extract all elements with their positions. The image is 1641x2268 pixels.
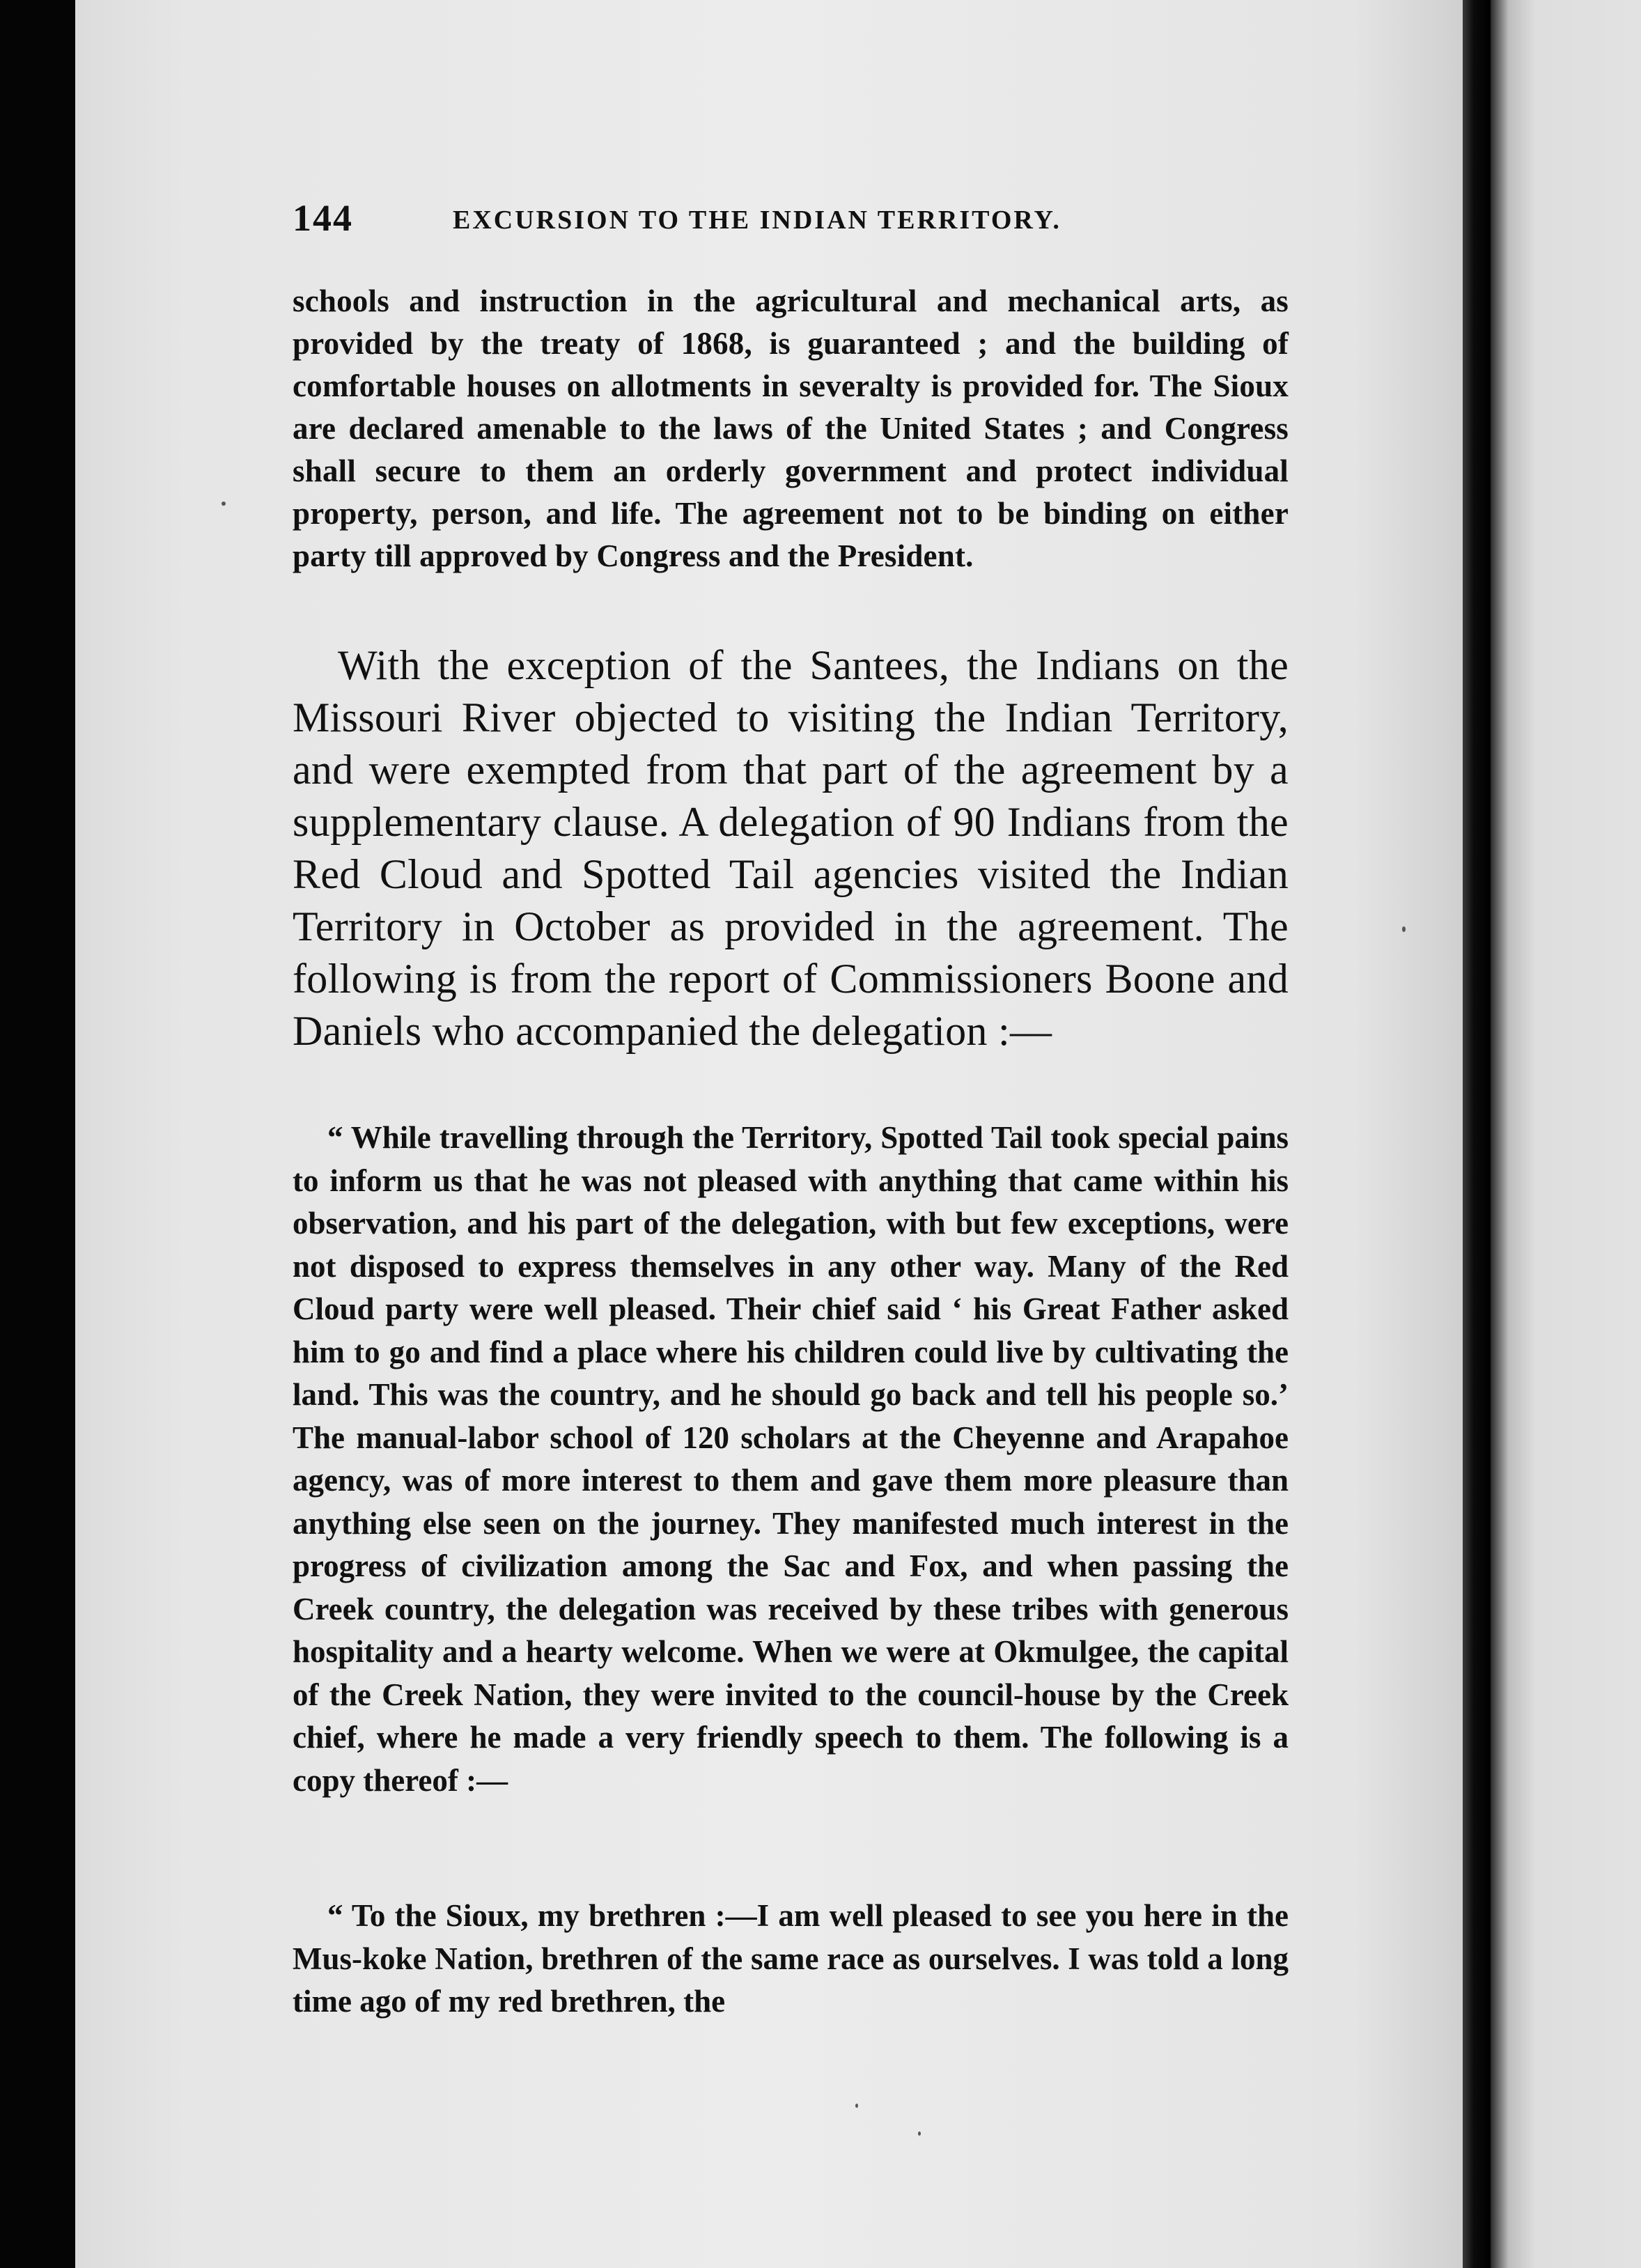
body-paragraph-large: With the exception of the Santees, the Indians on the Missouri River objected to visiting the Indian Territory, and were exempted from that part of the agreement by a supplementary clause. A delegation of 90 Indians from the Red Cloud and Spotted Tail agencies visited the Indian Territory in October as provided in the agreement. The following is from the report of Commissioners Boone and Daniels who accompanied the delegation :— xyxy=(293,642,1289,1054)
page-header xyxy=(293,196,1282,245)
adjacent-page-edge xyxy=(1491,0,1641,2268)
scan-speck xyxy=(1402,926,1406,932)
scan-left-border xyxy=(0,0,75,2268)
page-number: 144 xyxy=(293,197,353,239)
quoted-speech-paragraph: “ To the Sioux, my brethren :—I am well pleased to see you here in the Mus-koke Nation, brethren of the same race as ourselves. I was told a long time ago of my red brethren, the xyxy=(293,1898,1289,2019)
body-paragraph: schools and instruction in the agricultural and mechanical arts, as provided by the treaty of 1868, is guaranteed ; and the building of comfortable houses on allotments in severalty is provided for. The Sioux are declared amenable to the laws of the United States ; and Congress shall secure to them an orderly government and protect individual property, person, and life. The agreement not to be binding on either party till approved by Congress and the President. xyxy=(293,284,1289,573)
scan-speck xyxy=(855,2104,858,2108)
book-gutter xyxy=(1463,0,1491,2268)
scan-speck xyxy=(918,2131,921,2136)
running-title: EXCURSION TO THE INDIAN TERRITORY. xyxy=(453,205,1061,235)
scan-speck xyxy=(221,502,226,506)
quoted-report-paragraph: “ While travelling through the Territory, Spotted Tail took special pains to inform us that he was not pleased with anything that came within his observation, and his part of the delegation, with but few exceptions, were not disposed to express themselves in any other way. Many of the Red Cloud party were well pleased. Their chief said ‘ his Great Father asked him to go and find a place where his children could live by cultivating the land. This was the country, and he should go back and tell his people so.’ The manual-labor school of 120 scholars at the Cheyenne and Arapahoe agency, was of more interest to them and gave them more pleasure than anything else seen on the journey. They manifested much interest in the progress of civilization among the Sac and Fox, and when passing the Creek country, the delegation was received by these tribes with generous hospitality and a hearty welcome. When we were at Okmulgee, the capital of the Creek Nation, they were invited to the council-house by the Creek chief, where he made a very friendly speech to them. The following is a copy thereof :— xyxy=(293,1120,1289,1798)
